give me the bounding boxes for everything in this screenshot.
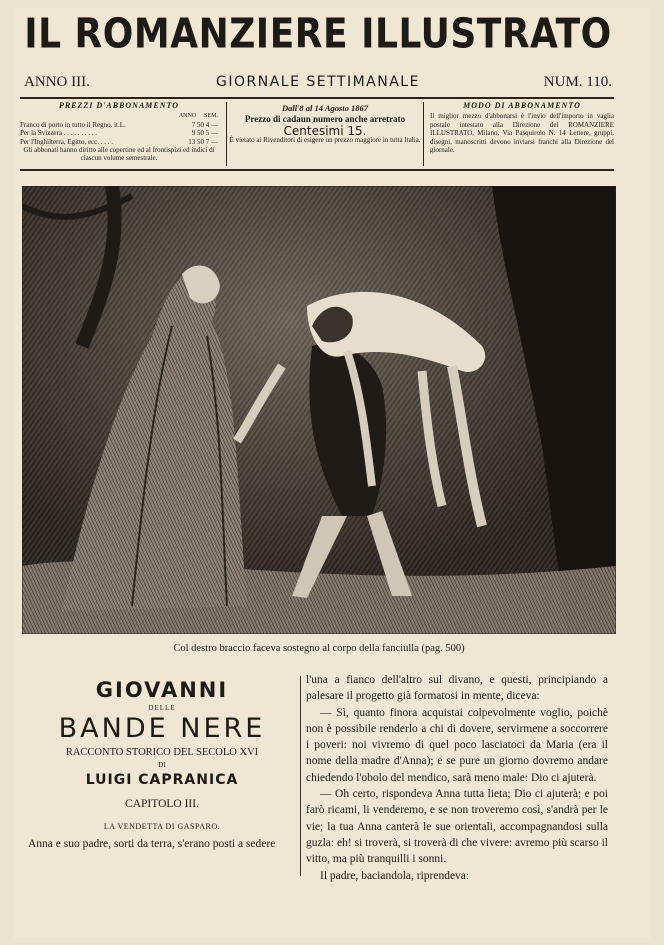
prezzi-row-sem: 4 — (205, 120, 218, 129)
illustration-caption: Col destro braccio faceva sostegno al corpo della fanciulla (pag. 500) (173, 643, 465, 654)
issue-year: ANNO III. (24, 74, 90, 90)
prezzi-row (20, 138, 218, 146)
prezzi-note: Gli abbonati hanno diritto alle copertine ed al frontispizi ed indici di ciascun volume semestrale. (23, 146, 215, 163)
masthead-title: IL ROMANZIERE ILLUSTRATO (24, 10, 612, 59)
prezzi-row-label: Franco di porto in tutto il Regno. it.L. (20, 120, 126, 129)
price-per-issue-label: Prezzo di cadaun numero anche arretrato (244, 114, 406, 125)
prezzo-numero-column (226, 102, 424, 166)
paragraph: l'una a fianco dell'altro sul divano, e questi, principiando a palesare il progetto già formatosi in mente, diceva: (306, 674, 608, 703)
paragraph: Il padre, baciandola, riprendeva: (320, 869, 470, 882)
story-title-giovanni: GIOVANNI (95, 678, 229, 702)
story-by: DI (158, 761, 166, 769)
publication-frequency: GIORNALE SETTIMANALE (216, 74, 420, 90)
story-title-block (28, 672, 296, 850)
story-opening-line: Anna e suo padre, sorti da terra, s'erano posti a sedere (28, 838, 276, 850)
paragraph: — Oh certo, rispondeva Anna tutta lieta; Dio ci ajuterà; e poi farò ricami, li venderemo, e se non troveremo così, s'andrà per le vie; la tua Anna canterà le sue orientali, accompagnandosi sulla guzla: eh! si troverà, si troverà di che vivere: avremo più scarso il vitto, ma più tranquilli i sonni. (306, 788, 608, 866)
column-divider (300, 676, 301, 876)
masthead-subrow (22, 74, 614, 94)
story-subtitle: RACCONTO STORICO DEL SECOLO XVI (65, 747, 259, 758)
prezzi-row-sem: 7 — (205, 137, 218, 146)
prezzi-row (20, 121, 218, 129)
prezzi-row-anno: 13 50 (188, 137, 204, 146)
issue-date-range: Dall'8 al 14 Agosto 1867 (281, 103, 369, 113)
paragraph: — Sì, quanto finora acquistai colpevolmente voglio, poichè non è possibile renderlo a chi di dovere, servirmene a soccorrere i poveri: noi vivremo di quel poco lasciatoci da Maria (era il nome della madre d'Anna); e se pure un giorno dovremo andare chiedendo l'obolo del mendico, sarà meno male: Dio ci ajuterà. (306, 706, 608, 784)
subscription-info-box (20, 97, 614, 171)
engraving-picture (22, 186, 616, 634)
prezzi-row-label: Per la Svizzera . . . . . . . . . . (20, 129, 97, 138)
prezzi-row-anno: 9 50 (191, 129, 204, 138)
issue-number: NUM. 110. (543, 74, 612, 90)
chapter-title: LA VENDETTA DI GASPARO. (103, 822, 221, 831)
prezzi-row-sem: 5 — (205, 129, 218, 138)
price-centesimi: Centesimi 15. (283, 123, 367, 138)
modo-text: Il miglior mezzo d'abbonarsi è l'invio dell'importo in vaglia postale intestato alla Direzione del ROMANZIERE ILLUSTRATO, Milano, Via Pasquirolo N. 14 Lettere, gruppi, disegni, manoscritti devono inviarsi franchi alla Direzione del giornale. (430, 112, 614, 155)
prezzi-column (20, 102, 218, 166)
engraving-illustration (22, 186, 616, 634)
prezzi-row-label: Per l'Inghilterra, Egitto, ecc. . . . . (20, 137, 114, 146)
modo-column (430, 102, 614, 166)
prezzi-col-anno: ANNO (178, 113, 197, 120)
chapter-number: CAPITOLO III. (125, 798, 199, 810)
prezzi-heading: PREZZI D'ABBONAMENTO (58, 102, 180, 110)
prezzi-row-anno: 7 50 (191, 120, 204, 129)
story-author: LUIGI CAPRANICA (85, 772, 239, 788)
story-title-delle: DELLE (148, 704, 176, 712)
story-text-column (306, 672, 608, 884)
prezzi-row (20, 129, 218, 137)
story-title-bande-nere: BANDE NERE (58, 713, 266, 744)
prezzi-col-headers (20, 112, 218, 120)
reseller-notice: È vietato ai Rivenditori di esigere un prezzo maggiore in tutta Italia. (229, 136, 421, 145)
prezzi-col-sem: SEM. (204, 113, 218, 120)
modo-heading: MODO DI ABBONAMENTO (463, 102, 581, 110)
